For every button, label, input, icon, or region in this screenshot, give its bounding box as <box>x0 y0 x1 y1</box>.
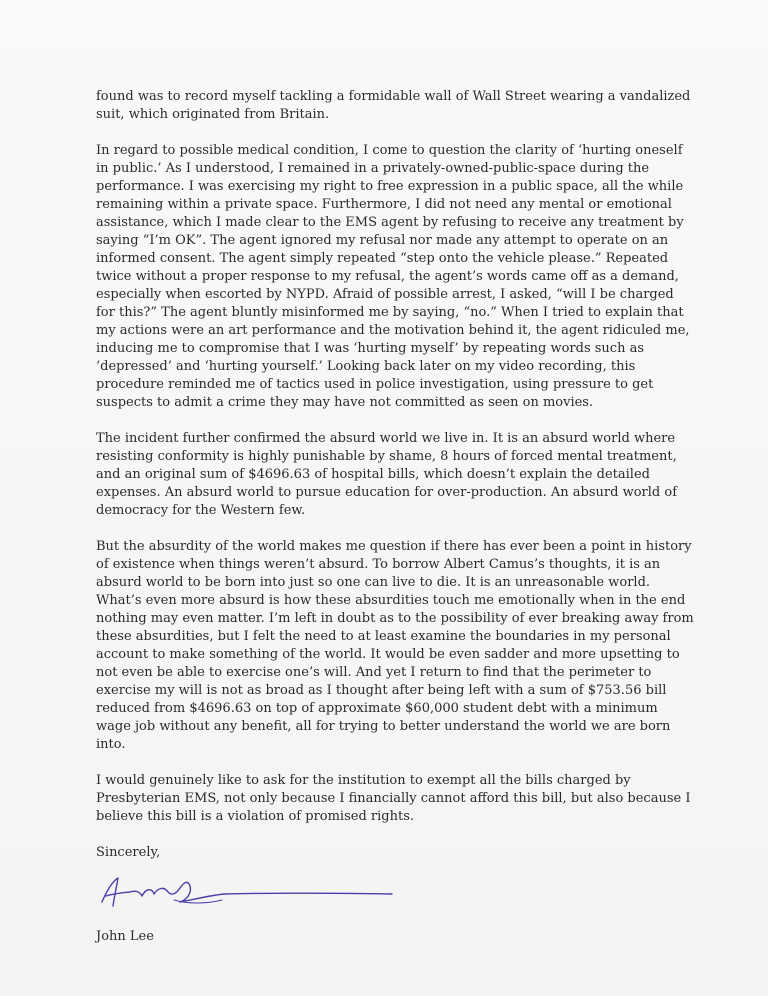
signer-name: John Lee <box>96 929 154 944</box>
handwritten-signature <box>96 866 396 916</box>
paragraph-4: But the absurdity of the world makes me question if there has ever been a point in history of existence when things weren’t absurd. To borrow Albert Camus’s thoughts, it is an absurd world to be born into just so one can live to die. It is an unreasonable world. What’s even more absurd is how these absurdities touch me emotionally when in the end nothing may even matter. I’m left in doubt as to the possibility of ever breaking away from these absurdities, but I felt the need to at least examine the boundaries in my personal account to make something of the world. It would be even sadder and more upsetting to not even be able to exercise one’s will. And yet I return to find that the perimeter to exercise my will is not as broad as I thought after being left with a sum of $753.56 bill reduced from $4696.63 on top of approximate $60,000 student debt with a minimum wage job without any benefit, all for trying to better understand the world we are born into. <box>96 539 694 752</box>
paragraph-3: The incident further confirmed the absurd world we live in. It is an absurd world where resisting conformity is highly punishable by shame, 8 hours of forced mental treatment, and an original sum of $4696.63 of hospital bills, which doesn’t explain the detailed expenses. An absurd world to pursue education for over-production. An absurd world of democracy for the Western few. <box>96 431 678 518</box>
paragraph-1: found was to record myself tackling a formidable wall of Wall Street wearing a vandalized suit, which originated from Britain. <box>96 89 691 122</box>
closing-salutation: Sincerely, <box>96 845 161 860</box>
letter-body <box>96 88 696 946</box>
paragraph-5: I would genuinely like to ask for the institution to exempt all the bills charged by Presbyterian EMS, not only because I financially cannot afford this bill, but also because I believe this bill is a violation of promised rights. <box>96 773 691 824</box>
paragraph-2: In regard to possible medical condition, I come to question the clarity of ‘hurting oneself in public.’ As I understood, I remained in a privately-owned-public-space during the performance. I was exercising my right to free expression in a public space, all the while remaining within a private space. Furthermore, I did not need any mental or emotional assistance, which I made clear to the EMS agent by refusing to receive any treatment by saying “I’m OK”. The agent ignored my refusal nor made any attempt to operate on an informed consent. The agent simply repeated “step onto the vehicle please.” Repeated twice without a proper response to my refusal, the agent’s words came off as a demand, especially when escorted by NYPD. Afraid of possible arrest, I asked, “will I be charged for this?” The agent bluntly misinformed me by saying, “no.” When I tried to explain that my actions were an art performance and the motivation behind it, the agent ridiculed me, inducing me to compromise that I was ‘hurting myself’ by repeating words such as ‘depressed’ and ‘hurting yourself.’ Looking back later on my video recording, this procedure reminded me of tactics used in police investigation, using pressure to get suspects to admit a crime they may have not committed as seen on movies. <box>96 143 690 410</box>
